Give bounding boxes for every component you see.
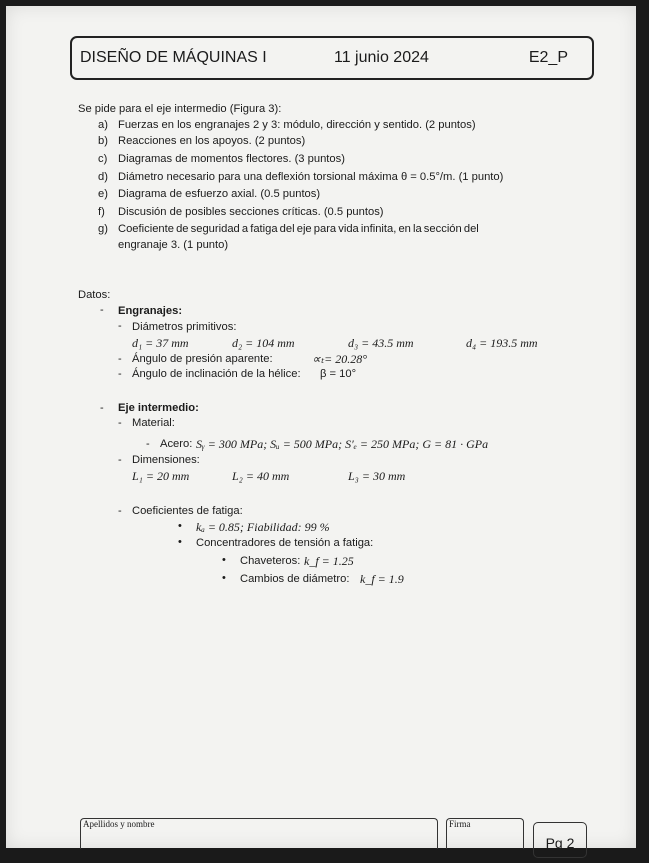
task-c-text: Diagramas de momentos flectores. (3 puntos) xyxy=(118,153,345,165)
cambios-value: k_f = 1.9 xyxy=(360,572,404,586)
bullet-dash: - xyxy=(118,454,122,466)
fatiga-title: Coeficientes de fatiga: xyxy=(132,505,243,517)
chaveteros-value: k_f = 1.25 xyxy=(304,554,354,568)
apellidos-label: Apellidos y nombre xyxy=(83,819,155,829)
L3-value: L₃ = 30 mm xyxy=(348,469,406,483)
datos-title: Datos: xyxy=(78,289,111,301)
task-b-text: Reacciones en los apoyos. (2 puntos) xyxy=(118,135,306,147)
bullet-dot: • xyxy=(222,572,226,584)
apellidos-field[interactable] xyxy=(80,818,438,849)
task-a-text: Fuerzas en los engranajes 2 y 3: módulo, dirección y sentido. (2 puntos) xyxy=(118,119,476,131)
acero-label: Acero: xyxy=(160,438,193,450)
task-d-label: d) xyxy=(98,171,108,183)
material-label: Material: xyxy=(132,417,175,429)
bullet-dot: • xyxy=(178,536,182,548)
task-e-text: Diagrama de esfuerzo axial. (0.5 puntos) xyxy=(118,188,321,200)
exam-page xyxy=(6,6,636,851)
intro-text: Se pide para el eje intermedio (Figura 3): xyxy=(78,103,282,115)
ka-value: kₐ = 0.85; Fiabilidad: 99 % xyxy=(196,520,330,534)
bullet-dash: - xyxy=(100,304,104,316)
bullet-dash: - xyxy=(146,438,150,450)
bullet-dash: - xyxy=(118,353,122,365)
task-g-text-line2: engranaje 3. (1 punto) xyxy=(118,239,229,251)
d2-value: d₂ = 104 mm xyxy=(232,336,295,350)
L1-value: L₁ = 20 mm xyxy=(132,469,190,483)
bullet-dash: - xyxy=(118,505,122,517)
page-number: Pg 2 xyxy=(533,822,587,858)
bullet-dot: • xyxy=(178,520,182,532)
task-f-label: f) xyxy=(98,206,105,218)
concentradores-label: Concentradores de tensión a fatiga: xyxy=(196,537,374,549)
L2-value: L₂ = 40 mm xyxy=(232,469,290,483)
helice-value: β = 10° xyxy=(320,368,357,380)
chaveteros-label: Chaveteros: xyxy=(240,555,301,567)
engranajes-title: Engranajes: xyxy=(118,305,183,317)
d3-value: d₃ = 43.5 mm xyxy=(348,336,414,350)
bullet-dash: - xyxy=(100,402,104,414)
presion-label: Ángulo de presión aparente: xyxy=(132,353,273,365)
firma-field[interactable] xyxy=(446,818,524,849)
task-a-label: a) xyxy=(98,119,108,131)
task-e-label: e) xyxy=(98,188,108,200)
bullet-dash: - xyxy=(118,320,122,332)
course-title: DISEÑO DE MÁQUINAS I xyxy=(80,49,267,66)
firma-label: Firma xyxy=(449,819,471,829)
diametros-label: Diámetros primitivos: xyxy=(132,321,237,333)
exam-header xyxy=(70,36,594,80)
presion-value: ∝ₜ= 20.28° xyxy=(312,352,368,366)
d1-value: d₁ = 37 mm xyxy=(132,336,189,350)
bullet-dot: • xyxy=(222,554,226,566)
exam-date: 11 junio 2024 xyxy=(334,49,429,66)
d4-value: d₄ = 193.5 mm xyxy=(466,336,538,350)
bullet-dash: - xyxy=(118,417,122,429)
task-g-text-line1: Coeficiente de seguridad a fatiga del eje para vida infinita, en la sección del xyxy=(118,223,479,235)
task-g-label: g) xyxy=(98,223,108,235)
dimensiones-label: Dimensiones: xyxy=(132,454,200,466)
cambios-label: Cambios de diámetro: xyxy=(240,573,350,585)
task-c-label: c) xyxy=(98,153,108,165)
bullet-dash: - xyxy=(118,368,122,380)
eje-title: Eje intermedio: xyxy=(118,402,199,414)
task-d-text: Diámetro necesario para una deflexión torsional máxima θ = 0.5°/m. (1 punto) xyxy=(118,171,504,183)
exam-code: E2_P xyxy=(528,49,568,66)
task-b-label: b) xyxy=(98,135,108,147)
task-f-text: Discusión de posibles secciones críticas. (0.5 puntos) xyxy=(118,206,384,218)
acero-value: Sᵧ = 300 MPa; Sᵤ = 500 MPa; S′ₑ = 250 MPa; G = 81 · GPa xyxy=(196,437,489,451)
helice-label: Ángulo de inclinación de la hélice: xyxy=(132,368,301,380)
